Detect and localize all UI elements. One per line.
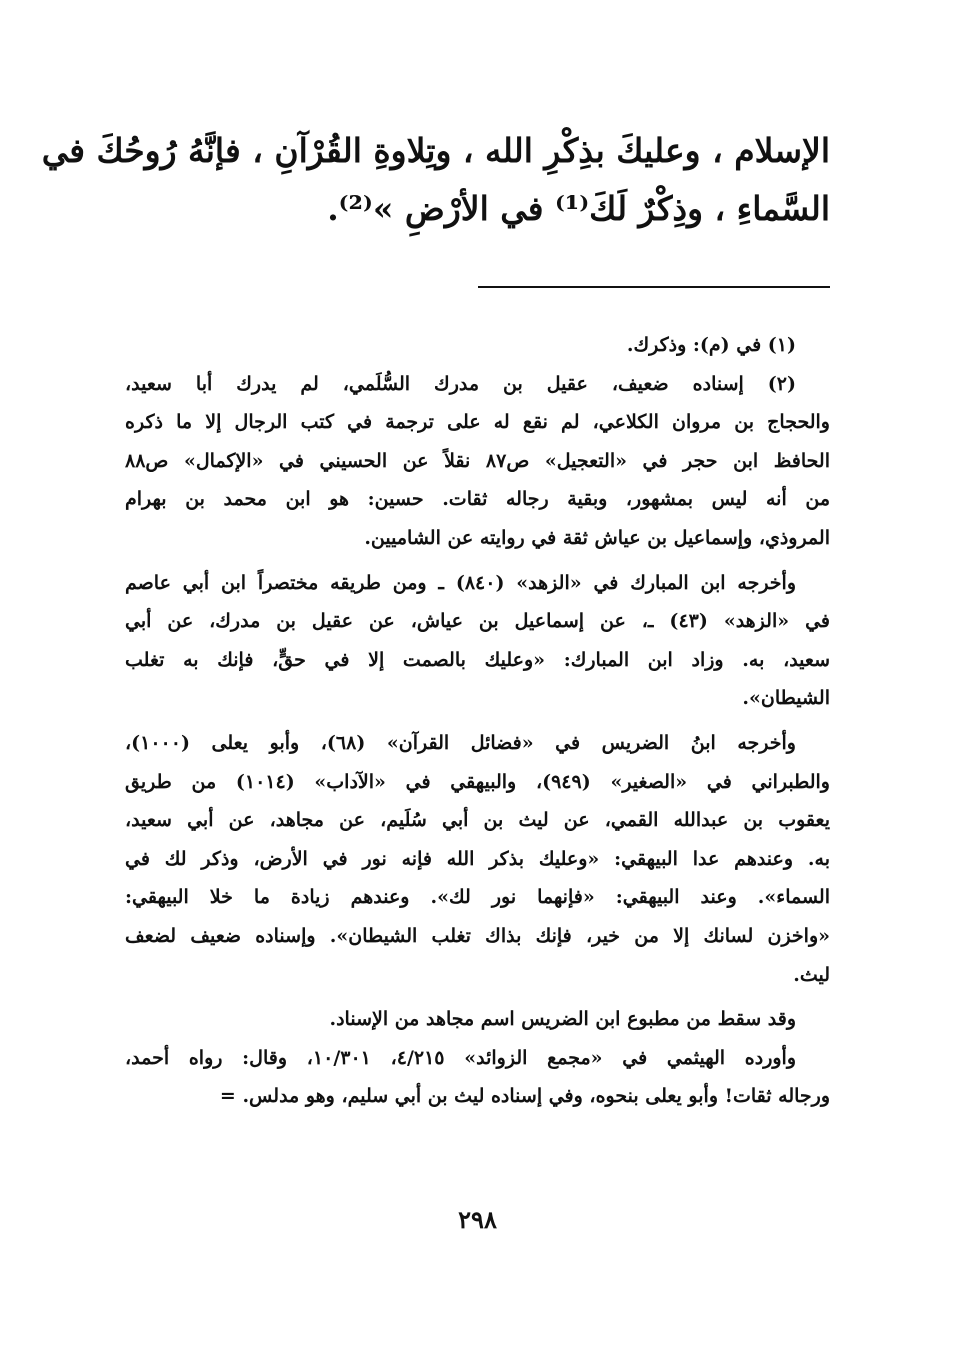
footnote-paragraph	[125, 564, 830, 718]
footnote-line: «واخزن لسانك إلا من خير، فإنك بذاك تغلب الشيطان». وإسناده ضعيف لضعف	[125, 924, 830, 947]
footnote-line: في «الزهد» (٤٣) ـ، عن إسماعيل بن عياش، عن عقيل بن مدرك، عن أبي	[125, 610, 830, 633]
footnote-line: الحافظ ابن حجر في «التعجيل» ص٨٧ نقلاً عن الحسيني في «الإكمال» ص٨٨	[125, 449, 830, 472]
footnote-separator	[478, 286, 830, 288]
footnote-line: يعقوب بن عبدالله القمي، عن ليث بن أبي سُلَيم، عن مجاهد، عن أبي سعيد،	[125, 809, 830, 832]
footnote-line: وقد سقط من مطبوع ابن الضريس اسم مجاهد من الإسناد.	[329, 1008, 796, 1031]
footnote-line: من أنه ليس بمشهور، وبقية رجاله ثقات. حسين: هو ابن محمد بن بهرام	[125, 488, 830, 511]
footnote-2	[125, 365, 830, 558]
footnote-paragraph	[125, 1039, 830, 1116]
footnote-line: ليث.	[793, 963, 830, 986]
footnote-line: ورجاله ثقات! وأبو يعلى بنحوه، وفي إسناده ليث بن أبي سليم، وهو مدلس. =	[219, 1085, 830, 1108]
footnote-line: سعيد، به. وزاد ابن المبارك: «وعليك بالصمت إلا في حقٍّ، فإنك به تغلب	[125, 648, 830, 671]
footnote-line: والطبراني في «الصغير» (٩٤٩)، والبيهقي في «الآداب» (١٠١٤) من طريق	[125, 770, 830, 793]
footnote-line: وأخرجه ابنُ الضريس في «فضائل القرآن» (٦٨)، وأبو يعلى (١٠٠٠)،	[125, 731, 796, 754]
footnote-line: والحجاج بن مروان الكلاعي، لم نقع له على ترجمة في كتب الرجال إلا ما ذكره	[125, 411, 830, 434]
main-text-line: السَّماءِ ، وذِكْرٌ لَكَ⁽¹⁾ في الأرْضِ »⁽²⁾.	[327, 189, 830, 228]
main-text-line: الإسلام ، وعليكَ بذِكْرِ الله ، وتِلاوةِ القُرْآنِ ، فإنَّهُ رُوحُكَ في	[41, 131, 830, 170]
main-text-block	[41, 122, 830, 238]
footnote-line: به. وعندهم عدا البيهقي: «وعليك بذكر الله فإنه نور في الأرض، وذكر لك في	[125, 847, 830, 870]
footnote-line: وأورده الهيثمي في «مجمع الزوائد» ٤/٢١٥، ١٠/٣٠١، وقال: رواه أحمد،	[125, 1046, 796, 1069]
footnote-line: المروذي، وإسماعيل بن عياش ثقة في روايته عن الشاميين.	[364, 526, 830, 549]
footnotes-block	[125, 326, 830, 1116]
footnote-1	[125, 326, 830, 365]
page-number: ٢٩٨	[458, 1205, 497, 1234]
footnote-line: السماء». وعند البيهقي: «فإنهما نور لك». وعندهم زيادة ما خلا البيهقي:	[125, 886, 830, 909]
footnote-paragraph	[125, 724, 830, 994]
footnote-line: وأخرجه ابن المبارك في «الزهد» (٨٤٠) ـ ومن طريقه مختصراً ابن أبي عاصم	[125, 571, 796, 594]
footnote-line: الشيطان».	[742, 687, 830, 710]
footnote-line: (٢) إسناده ضعيف، عقيل بن مدرك السُّلَمي، لم يدرك أبا سعيد،	[125, 372, 796, 395]
footnote-paragraph	[125, 1000, 830, 1039]
footnote-line: (١) في (م): وذكرك.	[626, 334, 796, 356]
